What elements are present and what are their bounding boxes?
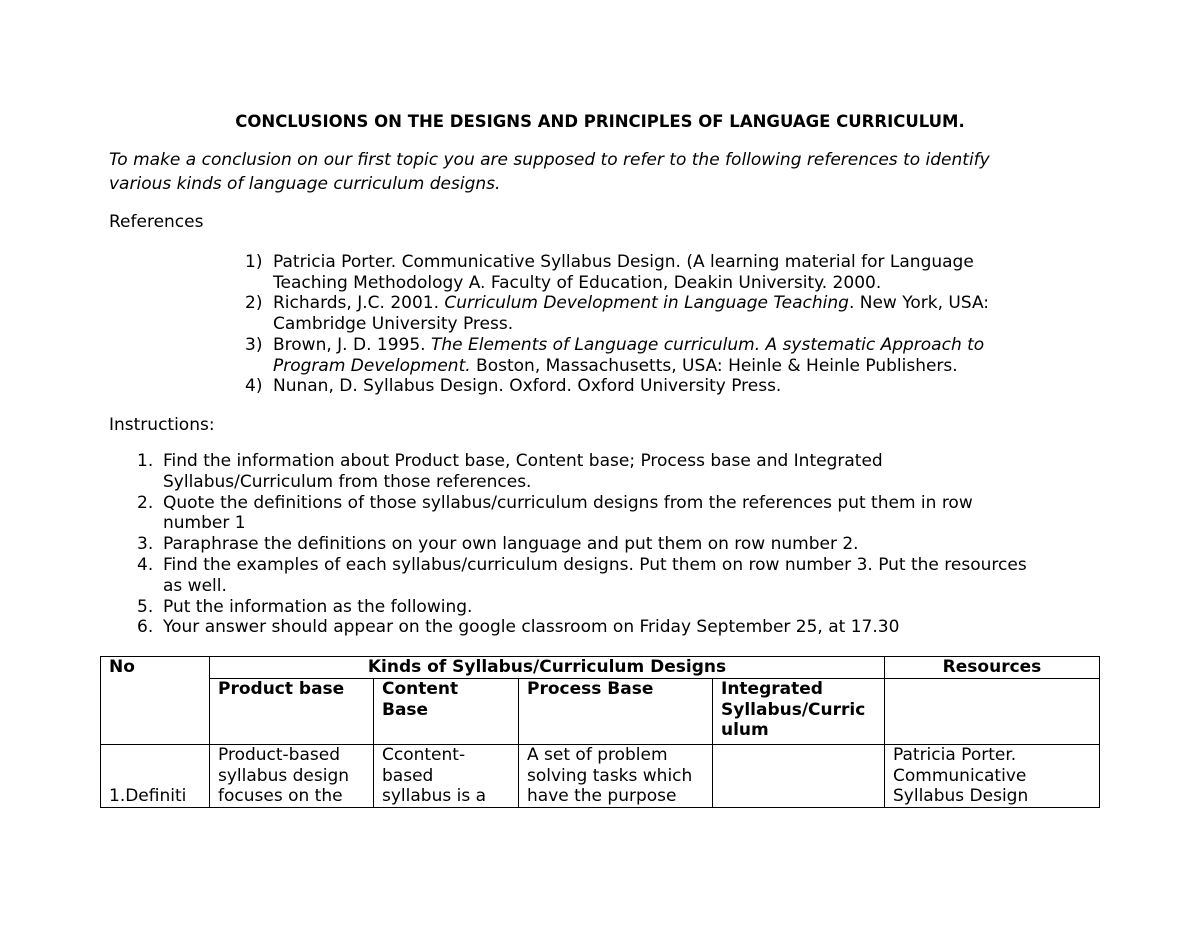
- intro-paragraph: [109, 148, 1089, 196]
- cell-integrated-definition: [713, 744, 885, 807]
- reference-publisher: Boston, Massachusetts, USA: Heinle & Heinle Publishers.: [470, 355, 958, 376]
- references-heading: References: [109, 212, 204, 232]
- cell-line: solving tasks which: [527, 765, 693, 786]
- cell-line: Ccontent-: [382, 744, 466, 765]
- reference-item: [245, 335, 1105, 376]
- instruction-number: 1.: [137, 451, 154, 471]
- instruction-line: as well.: [163, 575, 227, 596]
- reference-author: Richards, J.C. 2001.: [273, 293, 445, 314]
- instruction-item: [131, 493, 1101, 535]
- subheader-line: Syllabus/Curric: [721, 699, 866, 720]
- instruction-number: 4.: [137, 554, 154, 575]
- subheader-process-base: Process Base: [519, 678, 713, 744]
- cell-line: A set of problem: [527, 744, 668, 765]
- cell-line: focuses on the: [218, 786, 343, 807]
- instructions-heading: Instructions:: [109, 415, 215, 435]
- reference-number: 4): [245, 376, 263, 397]
- instruction-number: 3.: [137, 534, 154, 555]
- instruction-line: Put the information as the following.: [163, 596, 473, 617]
- subheader-line: Content: [382, 678, 459, 699]
- subheader-resources-empty: [885, 678, 1100, 744]
- reference-line: Teaching Methodology A. Faculty of Education, Deakin University. 2000.: [273, 272, 882, 293]
- instruction-line: Find the information about Product base, Content base; Process base and Integrated: [163, 451, 883, 471]
- cell-line: Syllabus Design: [893, 786, 1029, 807]
- reference-book-title: Curriculum Development in Language Teaching: [444, 293, 849, 314]
- reference-line: [273, 356, 1105, 377]
- instruction-item: [131, 597, 1101, 618]
- row-label-text: 1.Definiti: [109, 786, 187, 806]
- subheader-product-base: Product base: [210, 678, 374, 744]
- subheader-line: ulum: [721, 720, 769, 741]
- reference-number: 3): [245, 334, 263, 355]
- reference-line: [273, 293, 1105, 314]
- reference-line: [273, 335, 1105, 356]
- header-no: No: [101, 657, 210, 745]
- row-label-definition: [101, 744, 210, 807]
- reference-book-title: The Elements of Language curriculum. A systematic Approach to: [430, 334, 985, 355]
- subheader-content-base: [374, 678, 519, 744]
- cell-resources-definition: [885, 744, 1100, 807]
- reference-number: 1): [245, 252, 263, 272]
- document-title: CONCLUSIONS ON THE DESIGNS AND PRINCIPLES OF LANGUAGE CURRICULUM.: [235, 112, 965, 131]
- instruction-item: [131, 451, 1101, 493]
- header-resources: Resources: [885, 657, 1100, 679]
- references-list: [245, 252, 1105, 397]
- cell-line: based: [382, 765, 434, 786]
- instruction-line: Paraphrase the definitions on your own language and put them on row number 2.: [163, 534, 859, 555]
- instruction-line: Syllabus/Curriculum from those references.: [163, 471, 532, 492]
- subheader-line: Integrated: [721, 678, 823, 699]
- table-subheader-row: [101, 678, 1100, 744]
- header-kinds-of-designs: Kinds of Syllabus/Curriculum Designs: [210, 657, 885, 679]
- cell-process-definition: [519, 744, 713, 807]
- cell-line: Patricia Porter.: [893, 744, 1017, 765]
- instruction-number: 5.: [137, 596, 154, 617]
- cell-line: Communicative: [893, 765, 1027, 786]
- reference-item: [245, 293, 1105, 334]
- instruction-line: Your answer should appear on the google classroom on Friday September 25, at 17.30: [163, 617, 900, 638]
- reference-line: Nunan, D. Syllabus Design. Oxford. Oxford University Press.: [273, 376, 782, 397]
- instruction-line: Find the examples of each syllabus/curriculum designs. Put them on row number 3. Put the resources: [163, 554, 1027, 575]
- intro-line: various kinds of language curriculum designs.: [109, 174, 501, 194]
- cell-line: have the purpose: [527, 786, 677, 807]
- reference-number: 2): [245, 293, 263, 314]
- instruction-line: number 1: [163, 513, 246, 534]
- instruction-line: Quote the definitions of those syllabus/curriculum designs from the references put them in row: [163, 492, 973, 513]
- instruction-item: [131, 555, 1101, 597]
- cell-line: Product-based: [218, 744, 340, 765]
- reference-line: Patricia Porter. Communicative Syllabus Design. (A learning material for Language: [273, 252, 974, 272]
- instruction-item: [131, 534, 1101, 555]
- table-row: [101, 744, 1100, 807]
- reference-item: [245, 252, 1105, 293]
- cell-product-definition: [210, 744, 374, 807]
- intro-line: To make a conclusion on our first topic you are supposed to refer to the following references to identify: [109, 150, 990, 170]
- reference-line: Cambridge University Press.: [273, 314, 514, 335]
- instruction-number: 6.: [137, 617, 154, 638]
- cell-line: syllabus is a: [382, 786, 487, 807]
- subheader-integrated: [713, 678, 885, 744]
- syllabus-design-table: [100, 656, 1100, 808]
- instruction-number: 2.: [137, 492, 154, 513]
- instruction-item: [131, 617, 1101, 638]
- cell-line: syllabus design: [218, 765, 350, 786]
- cell-content-definition: [374, 744, 519, 807]
- reference-book-title: Program Development.: [273, 355, 471, 376]
- instructions-list: [131, 451, 1101, 638]
- reference-author: Brown, J. D. 1995.: [273, 334, 431, 355]
- reference-publisher: . New York, USA:: [848, 293, 990, 314]
- reference-item: [245, 376, 1105, 397]
- subheader-line: Base: [382, 699, 429, 720]
- table-header-row: [101, 657, 1100, 679]
